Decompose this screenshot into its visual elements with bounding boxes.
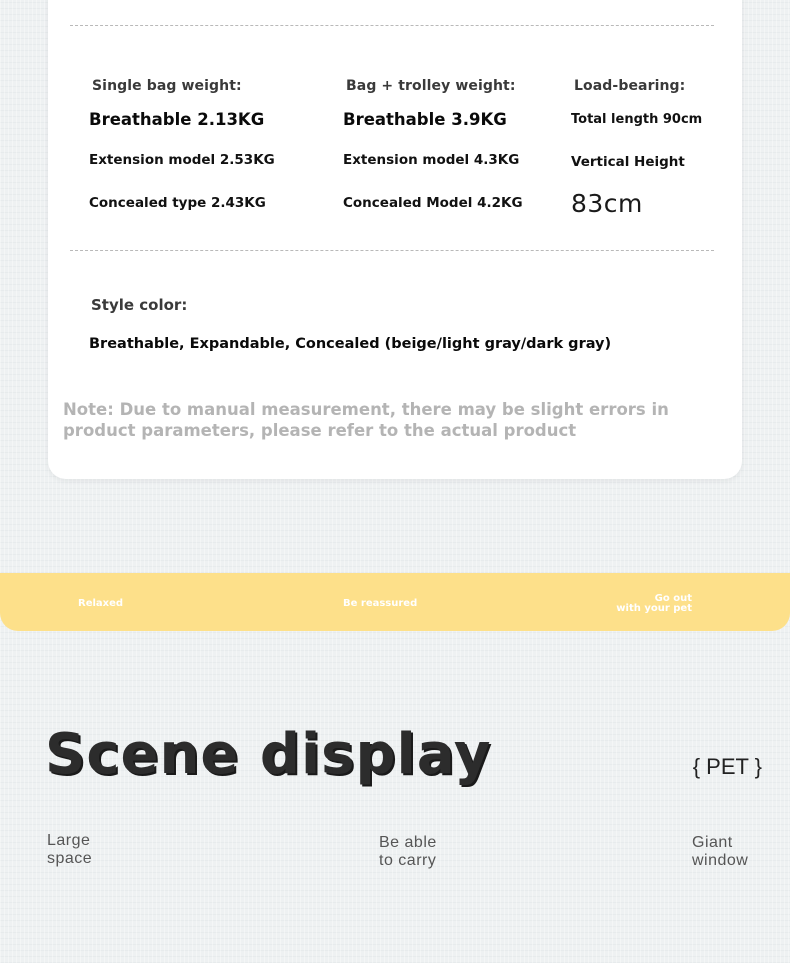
- spec-value: Total length 90cm: [571, 112, 703, 127]
- style-color-heading: Style color:: [91, 296, 188, 314]
- spec-column-bag-trolley: [343, 78, 523, 211]
- spec-column-load-bearing: [571, 78, 702, 218]
- spec-value: Extension model 2.53KG: [89, 152, 275, 168]
- spec-value: Concealed type 2.43KG: [89, 195, 266, 211]
- pet-tag: { PET }: [692, 754, 762, 779]
- spec-value: Extension model 4.3KG: [343, 152, 520, 168]
- feature-be-able-to-carry: Be able to carry: [379, 834, 437, 869]
- feature-large-space: Large space: [47, 832, 93, 867]
- divider-top: [70, 25, 714, 26]
- spec-value: Vertical Height: [571, 154, 685, 170]
- spec-value: Breathable 3.9KG: [343, 110, 507, 129]
- spec-heading: Load-bearing:: [574, 78, 686, 94]
- spec-column-single-bag: [89, 78, 275, 211]
- ribbon-tag-go-out: Go out with your pet: [616, 593, 692, 614]
- divider-middle: [70, 250, 714, 251]
- spec-heading: Bag + trolley weight:: [346, 78, 516, 94]
- spec-value: Concealed Model 4.2KG: [343, 195, 523, 211]
- ribbon-tag-reassured: Be reassured: [343, 598, 418, 609]
- scene-display-title: Scene display: [45, 722, 492, 787]
- spec-heading: Single bag weight:: [92, 78, 242, 94]
- feature-ribbon: [0, 573, 790, 631]
- spec-card: [48, 0, 742, 479]
- style-color-value: Breathable, Expandable, Concealed (beige/light gray/dark gray): [89, 336, 612, 352]
- spec-value: Breathable 2.13KG: [89, 110, 265, 129]
- measurement-note: Note: Due to manual measurement, there may be slight errors in product parameters, please refer to the actual product: [63, 400, 669, 440]
- spec-value-height: 83cm: [571, 189, 643, 218]
- ribbon-tag-relaxed: Relaxed: [78, 598, 124, 609]
- feature-giant-window: Giant window: [692, 834, 749, 869]
